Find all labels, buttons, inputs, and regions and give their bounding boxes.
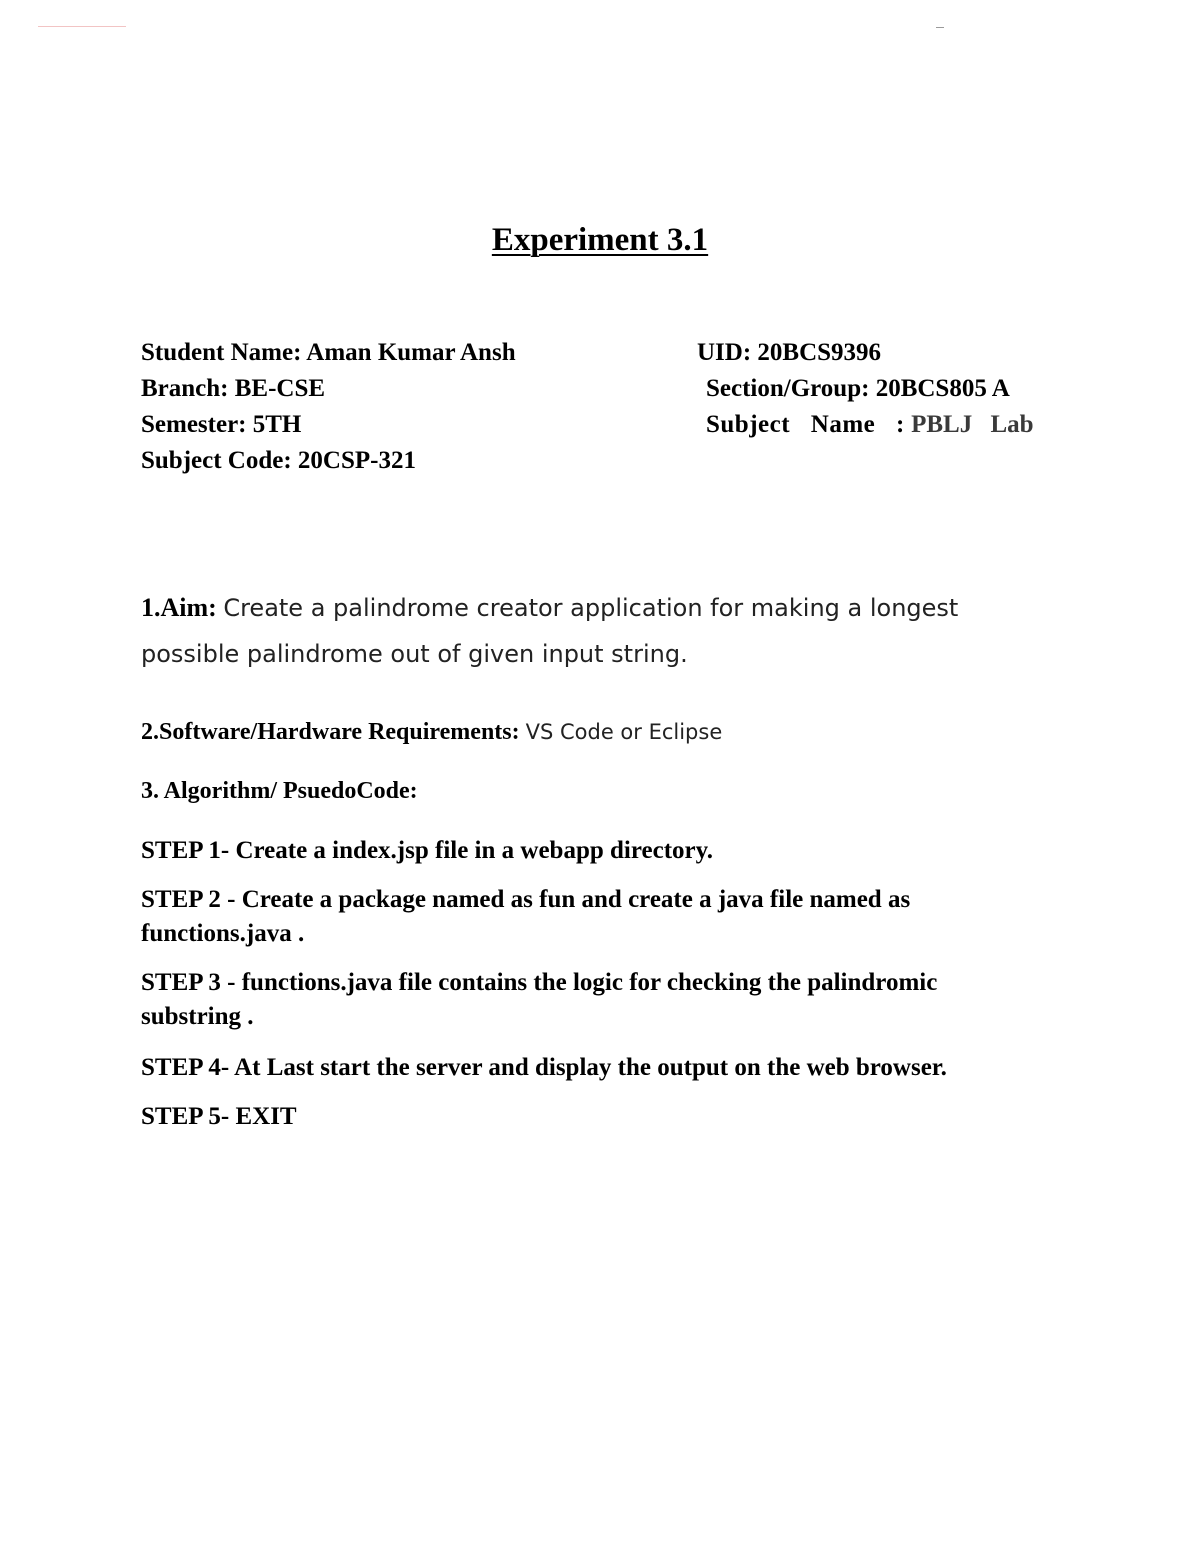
student-info-left [141, 335, 516, 479]
scan-edge-mark-right [936, 27, 944, 28]
student-name: Student Name: Aman Kumar Ansh [141, 339, 516, 366]
algorithm-step-5: STEP 5- EXIT [141, 1103, 297, 1130]
aim-text: Create a palindrome creator application for making a longest possible palindrome out of given input string. [141, 594, 959, 668]
uid: UID: 20BCS9396 [697, 339, 882, 366]
subject-code: Subject Code: 20CSP-321 [141, 447, 416, 474]
requirements-label: 2.Software/Hardware Requirements: [141, 719, 520, 745]
aim-label: 1.Aim: [141, 593, 217, 622]
student-info-right [697, 335, 1034, 443]
section-group: Section/Group: 20BCS805 A [706, 375, 1010, 402]
algorithm-step-3: STEP 3 - functions.java file contains the logic for checking the palindromic substring . [141, 969, 938, 1030]
subject-name [697, 407, 1034, 443]
document-title: Experiment 3.1 [491, 222, 709, 258]
algorithm-heading: 3. Algorithm/ PsuedoCode: [141, 778, 418, 804]
requirements-section [141, 719, 722, 746]
subject-name-value: PBLJ Lab [911, 411, 1034, 438]
branch: Branch: BE-CSE [141, 375, 326, 402]
algorithm-step-4: STEP 4- At Last start the server and display the output on the web browser. [141, 1054, 947, 1081]
subject-name-label: Subject Name : [706, 411, 905, 438]
scan-edge-mark-left [38, 26, 126, 27]
requirements-value: VS Code or Eclipse [525, 720, 723, 744]
semester: Semester: 5TH [141, 411, 302, 438]
algorithm-step-1: STEP 1- Create a index.jsp file in a webapp directory. [141, 837, 713, 864]
aim-section [141, 585, 1041, 677]
algorithm-step-2: STEP 2 - Create a package named as fun and create a java file named as functions.java . [141, 886, 911, 947]
